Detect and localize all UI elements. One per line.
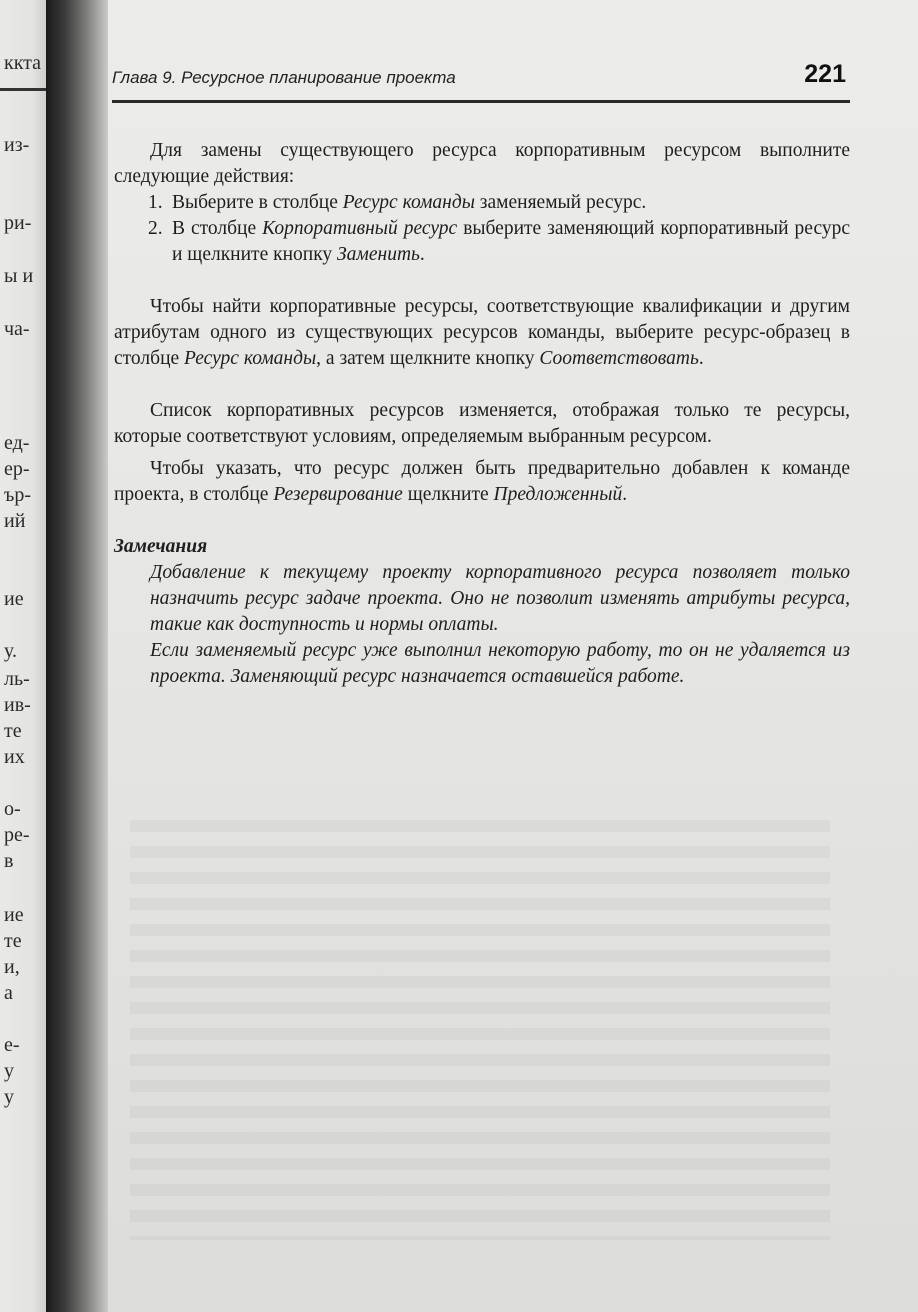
margin-fragment: и,	[4, 956, 20, 978]
book-binding-shadow	[46, 0, 108, 1312]
margin-fragment: их	[4, 746, 25, 768]
resource-list-paragraph: Список корпоративных ресурсов изменяется, отображая только те ресурсы, которые соответствуют условиям, определяемым выбранным ресурсом.	[114, 400, 850, 447]
previous-page-margin	[0, 0, 46, 1312]
page-body	[114, 138, 850, 690]
spacer	[114, 372, 850, 398]
emphasis: Соответствовать	[539, 348, 699, 369]
margin-fragment: ре-	[4, 824, 30, 846]
bleed-through-texture	[130, 820, 830, 1240]
steps-list	[114, 190, 850, 268]
paragraph-text: щелкните	[402, 484, 494, 505]
notes-heading: Замечания	[114, 536, 208, 557]
step-emphasis: Корпоративный ресурс	[262, 218, 458, 239]
step-text: В столбце	[172, 218, 263, 239]
reservation-paragraph	[114, 456, 850, 508]
margin-fragment: ль-	[4, 668, 30, 690]
margin-fragment: ы и	[4, 265, 34, 287]
paragraph-text: .	[698, 348, 704, 369]
step-number: 1.	[148, 192, 163, 213]
list-item	[114, 190, 850, 216]
step-text: Выберите в столбце	[172, 192, 343, 213]
margin-fragment: ие	[4, 588, 24, 610]
margin-fragment: ккта	[4, 52, 42, 74]
spacer	[114, 508, 850, 534]
step-text: выберите заменяющий корпоративный ресурс и щелкните кнопку	[172, 218, 850, 265]
previous-page-header-rule	[0, 88, 46, 91]
page-number: 221	[804, 60, 846, 88]
margin-fragment: ив-	[4, 694, 31, 716]
step-emphasis: Заменить	[337, 244, 420, 265]
note-item: Если заменяемый ресурс уже выполнил некоторую работу, то он не удаляется из проекта. Заменяющий ресурс назначается оставшейся работе.	[150, 640, 850, 687]
margin-fragment: у	[4, 1086, 14, 1108]
step-emphasis: Ресурс команды	[342, 192, 475, 213]
step-text: заменяемый ресурс.	[474, 192, 647, 213]
emphasis: Резервирование	[273, 484, 403, 505]
margin-fragment: а	[4, 982, 13, 1004]
margin-fragment: в	[4, 850, 14, 872]
margin-fragment: ие	[4, 904, 24, 926]
margin-fragment: ча-	[4, 318, 30, 340]
margin-fragment: те	[4, 930, 22, 952]
margin-fragment: у	[4, 1060, 14, 1082]
margin-fragment: у.	[4, 640, 17, 662]
step-number: 2.	[148, 218, 163, 239]
paragraph-text: .	[622, 484, 628, 505]
margin-fragment: ър-	[4, 484, 32, 506]
emphasis: Ресурс команды	[184, 348, 317, 369]
spacer	[114, 268, 850, 294]
margin-fragment: о-	[4, 798, 21, 820]
margin-fragment: ед-	[4, 432, 30, 454]
paragraph-text: Чтобы найти корпоративные ресурсы, соответствующие квалификации и другим атрибутам одного из существующих ресурсов команды, выберите ресурс-образец в столбце	[114, 296, 850, 369]
margin-fragment: е-	[4, 1034, 20, 1056]
margin-fragment: те	[4, 720, 22, 742]
running-header	[112, 60, 850, 103]
chapter-title: Глава 9. Ресурсное планирование проекта	[112, 68, 456, 87]
note-item: Добавление к текущему проекту корпоративного ресурса позволяет только назначить ресурс задаче проекта. Оно не позволит изменять атрибуты ресурса, такие как доступность и нормы оплаты.	[150, 562, 850, 635]
find-resources-paragraph	[114, 294, 850, 372]
margin-fragment: из-	[4, 134, 30, 156]
margin-fragment: ри-	[4, 212, 32, 234]
paragraph-text: Чтобы указать, что ресурс должен быть предварительно добавлен к команде проекта, в столбце	[114, 458, 850, 505]
step-text: .	[419, 244, 425, 265]
emphasis: Предложенный	[493, 484, 623, 505]
paragraph-text: , а затем щелкните кнопку	[316, 348, 540, 369]
margin-fragment: ер-	[4, 458, 30, 480]
intro-paragraph: Для замены существующего ресурса корпоративным ресурсом выполните следующие действия:	[114, 140, 850, 187]
margin-fragment: ий	[4, 510, 26, 532]
list-item	[114, 216, 850, 268]
